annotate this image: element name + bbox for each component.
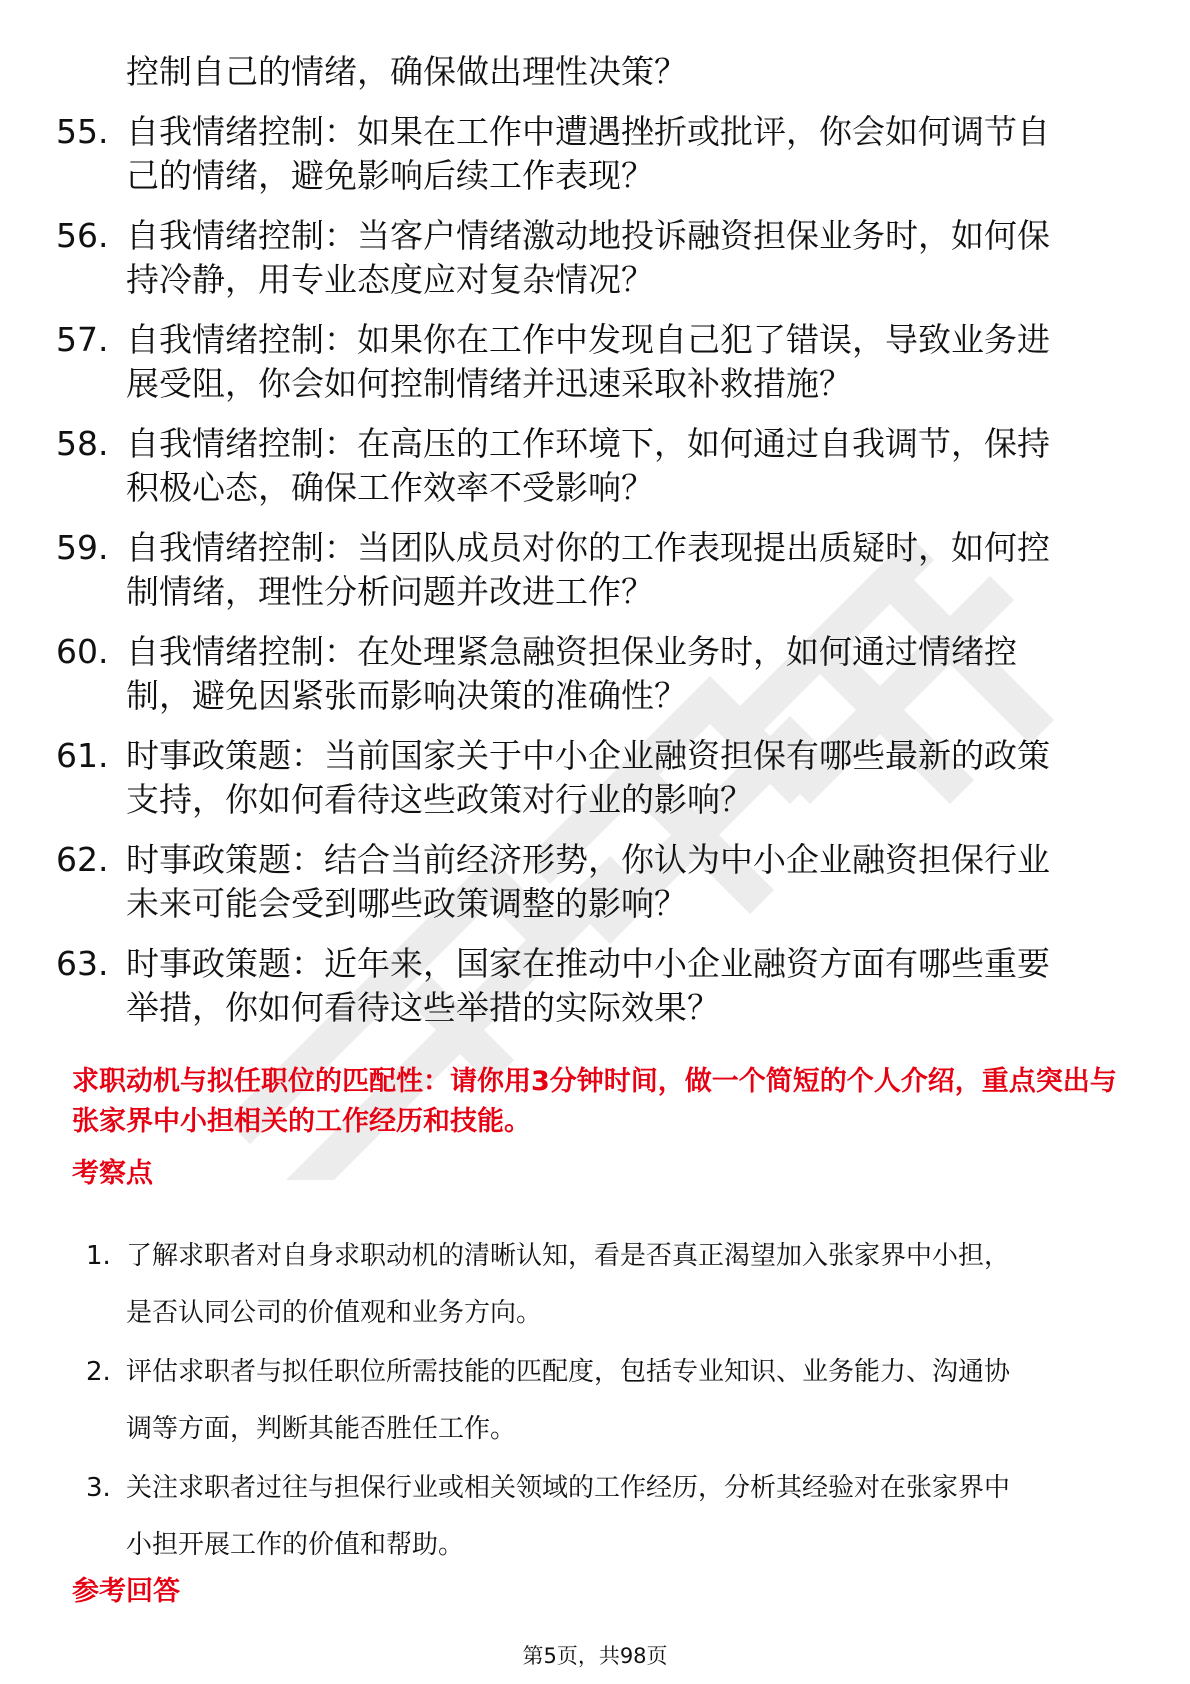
assessment-points bbox=[86, 1228, 1146, 1576]
question-text: 时事政策题：当前国家关于中小企业融资担保有哪些最新的政策 支持，你如何看待这些政策对行业的影响？ bbox=[126, 736, 1050, 819]
question-number: 59. bbox=[56, 528, 109, 567]
question-number: 58. bbox=[56, 424, 109, 463]
question-number: 62. bbox=[56, 840, 109, 879]
page-footer: 第5页，共98页 bbox=[522, 1644, 668, 1668]
point-number: 1. bbox=[86, 1241, 111, 1271]
question-text: 自我情绪控制：当客户情绪激动地投诉融资担保业务时，如何保 持冷静，用专业态度应对复杂情况？ bbox=[126, 216, 1050, 299]
question-text: 自我情绪控制：如果你在工作中发现自己犯了错误，导致业务进 展受阻，你会如何控制情绪并迅速采取补救措施？ bbox=[126, 320, 1050, 403]
question-item bbox=[56, 214, 1136, 318]
question-text: 自我情绪控制：在高压的工作环境下，如何通过自我调节，保持 积极心态，确保工作效率不受影响？ bbox=[126, 424, 1050, 507]
question-item bbox=[56, 838, 1136, 942]
continuation-line: 控制自己的情绪，确保做出理性决策？ bbox=[126, 52, 687, 91]
question-item bbox=[56, 942, 1136, 1046]
question-item bbox=[56, 526, 1136, 630]
question-item bbox=[56, 734, 1136, 838]
question-item bbox=[56, 110, 1136, 214]
question-item bbox=[56, 630, 1136, 734]
question-list bbox=[56, 110, 1136, 1046]
point-number: 2. bbox=[86, 1357, 111, 1387]
question-number: 61. bbox=[56, 736, 109, 775]
question-item bbox=[56, 422, 1136, 526]
assessment-point bbox=[86, 1460, 1146, 1576]
question-item bbox=[56, 318, 1136, 422]
reference-answer-heading: 参考回答 bbox=[72, 1576, 180, 1607]
assessment-point bbox=[86, 1344, 1146, 1460]
question-text: 自我情绪控制：在处理紧急融资担保业务时，如何通过情绪控 制，避免因紧张而影响决策的准确性？ bbox=[126, 632, 1017, 715]
featured-question: 求职动机与拟任职位的匹配性：请你用3分钟时间，做一个简短的个人介绍，重点突出与张家界中小担相关的工作经历和技能。 bbox=[72, 1066, 1117, 1137]
point-text: 了解求职者对自身求职动机的清晰认知，看是否真正渴望加入张家界中小担， 是否认同公司的价值观和业务方向。 bbox=[126, 1241, 1011, 1328]
question-number: 60. bbox=[56, 632, 109, 671]
question-text: 自我情绪控制：如果在工作中遭遇挫折或批评，你会如何调节自 己的情绪，避免影响后续工作表现？ bbox=[126, 112, 1050, 195]
assessment-heading: 考察点 bbox=[72, 1158, 153, 1189]
point-text: 关注求职者过往与担保行业或相关领域的工作经历，分析其经验对在张家界中 小担开展工作的价值和帮助。 bbox=[126, 1473, 1011, 1560]
question-number: 55. bbox=[56, 112, 109, 151]
question-number: 63. bbox=[56, 944, 109, 983]
question-number: 56. bbox=[56, 216, 109, 255]
question-text: 时事政策题：结合当前经济形势，你认为中小企业融资担保行业 未来可能会受到哪些政策调整的影响？ bbox=[126, 840, 1050, 923]
assessment-point bbox=[86, 1228, 1146, 1344]
question-number: 57. bbox=[56, 320, 109, 359]
point-number: 3. bbox=[86, 1473, 111, 1503]
point-text: 评估求职者与拟任职位所需技能的匹配度，包括专业知识、业务能力、沟通协 调等方面，判断其能否胜任工作。 bbox=[126, 1357, 1011, 1444]
question-text: 自我情绪控制：当团队成员对你的工作表现提出质疑时，如何控 制情绪，理性分析问题并改进工作？ bbox=[126, 528, 1050, 611]
question-text: 时事政策题：近年来，国家在推动中小企业融资方面有哪些重要 举措，你如何看待这些举措的实际效果？ bbox=[126, 944, 1050, 1027]
